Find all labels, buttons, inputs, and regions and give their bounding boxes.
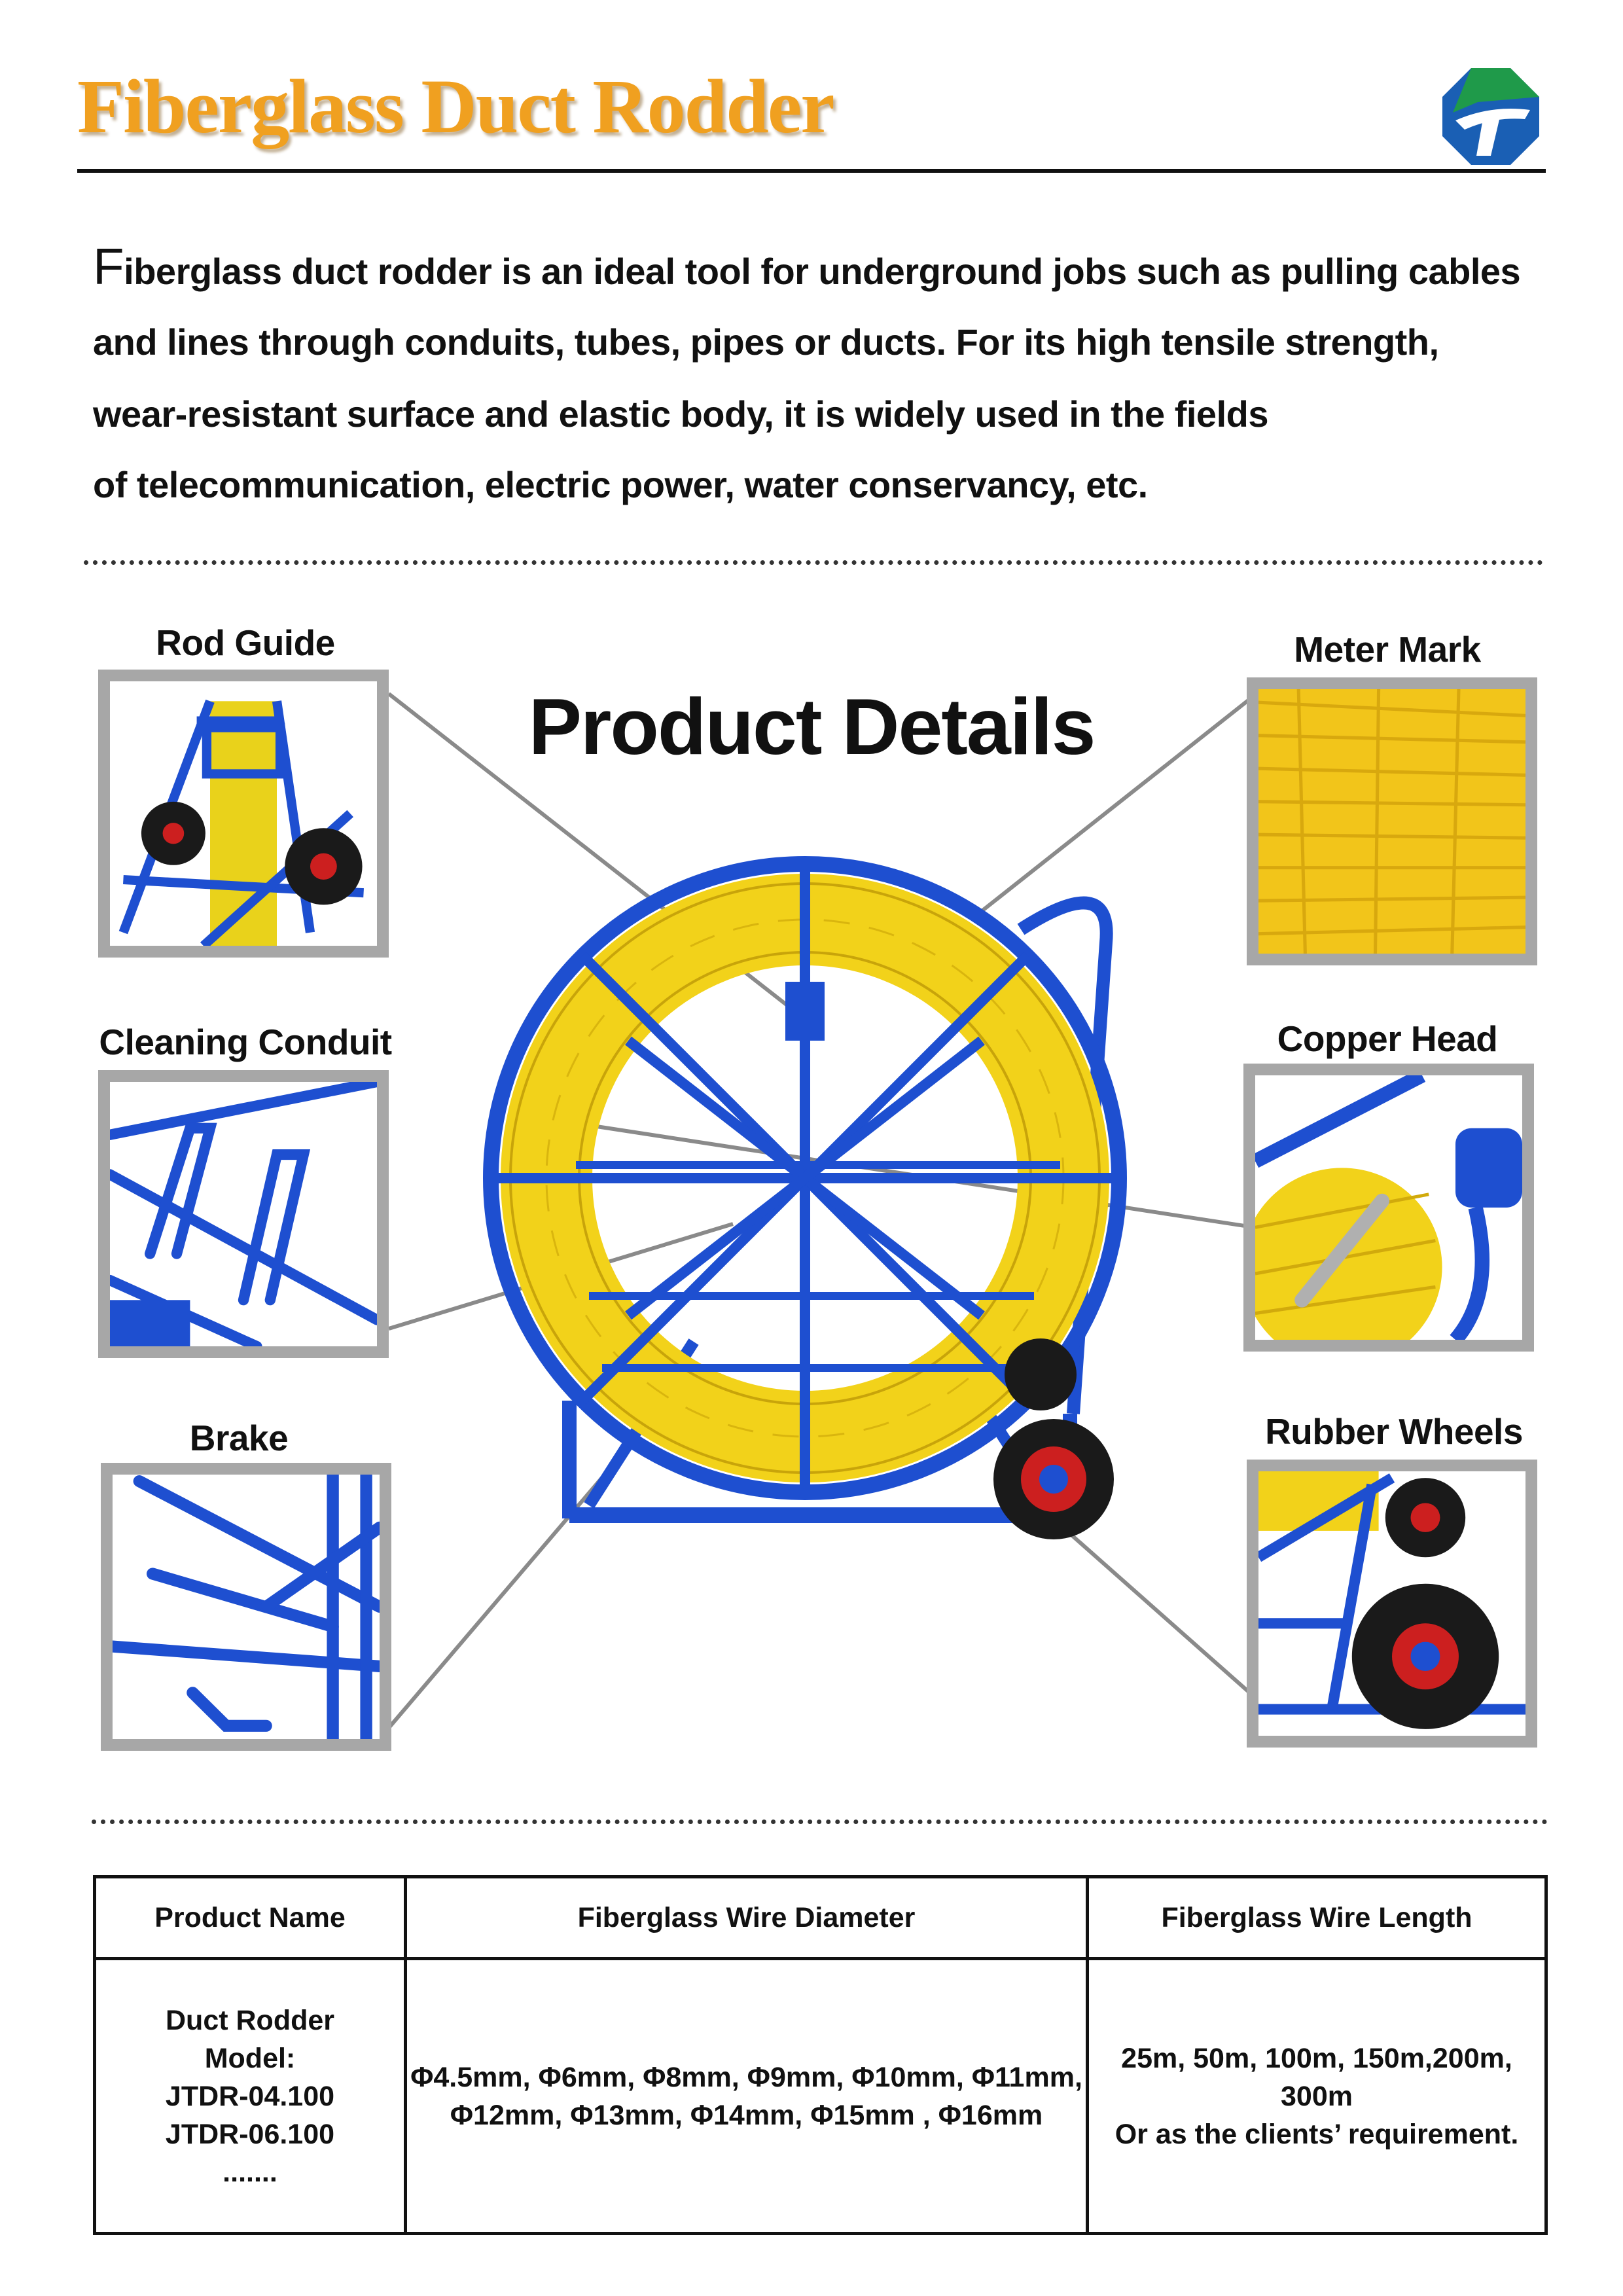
feature-label-brake: Brake: [189, 1418, 289, 1458]
feature-label-cleaning-conduit: Cleaning Conduit: [99, 1022, 392, 1062]
intro-line-2: and lines through conduits, tubes, pipes or ducts. For its high tensile strength,: [93, 321, 1439, 363]
meter-mark-image: [1247, 677, 1537, 965]
cleaning-conduit-image: [98, 1070, 389, 1358]
product-name-line: JTDR-04.100: [165, 2080, 335, 2112]
feature-label-rod-guide: Rod Guide: [156, 622, 335, 663]
diameter-line: Φ12mm, Φ13mm, Φ14mm, Φ15mm , Φ16mm: [450, 2099, 1043, 2131]
copper-head-image: [1243, 1064, 1534, 1352]
product-name-line: Model:: [204, 2042, 296, 2074]
page-title: Fiberglass Duct Rodder: [77, 63, 834, 149]
feature-label-rubber-wheels: Rubber Wheels: [1265, 1411, 1523, 1452]
intro-line-3: wear-resistant surface and elastic body, it is widely used in the fields: [93, 393, 1268, 435]
product-name-line: Duct Rodder: [166, 2004, 334, 2036]
product-name-cell: [95, 1959, 406, 2234]
diameter-cell: [406, 1959, 1088, 2234]
length-line: 300m: [1281, 2080, 1353, 2112]
length-line: 25m, 50m, 100m, 150m,200m,: [1121, 2042, 1512, 2074]
brake-image: [101, 1463, 391, 1751]
intro-line-4: of telecommunication, electric power, water conservancy, etc.: [93, 464, 1148, 505]
rod-guide-image: [98, 670, 389, 958]
spec-table: [93, 1875, 1548, 2235]
length-line: Or as the clients’ requirement.: [1115, 2118, 1519, 2150]
intro-initial: F: [93, 238, 124, 295]
feature-label-copper-head: Copper Head: [1277, 1018, 1498, 1059]
dotted-separator-bottom: [92, 1820, 1548, 1824]
length-cell: [1088, 1959, 1546, 2234]
intro-line-1-text: iberglass duct rodder is an ideal tool for underground jobs such as pulling cables: [124, 251, 1521, 292]
diameter-line: Φ4.5mm, Φ6mm, Φ8mm, Φ9mm, Φ10mm, Φ11mm,: [410, 2061, 1082, 2093]
table-row: [95, 1959, 1546, 2234]
column-header-length: Fiberglass Wire Length: [1088, 1877, 1546, 1959]
product-name-line: JTDR-06.100: [165, 2118, 335, 2150]
feature-label-meter-mark: Meter Mark: [1294, 629, 1481, 670]
duct-rodder-reel-image: [491, 864, 1119, 1539]
table-header-row: [95, 1877, 1546, 1959]
product-name-line: .......: [223, 2156, 277, 2188]
rubber-wheels-image: [1247, 1460, 1537, 1748]
column-header-diameter: Fiberglass Wire Diameter: [406, 1877, 1088, 1959]
column-header-product-name: Product Name: [95, 1877, 406, 1959]
product-details-title: Product Details: [528, 682, 1095, 771]
